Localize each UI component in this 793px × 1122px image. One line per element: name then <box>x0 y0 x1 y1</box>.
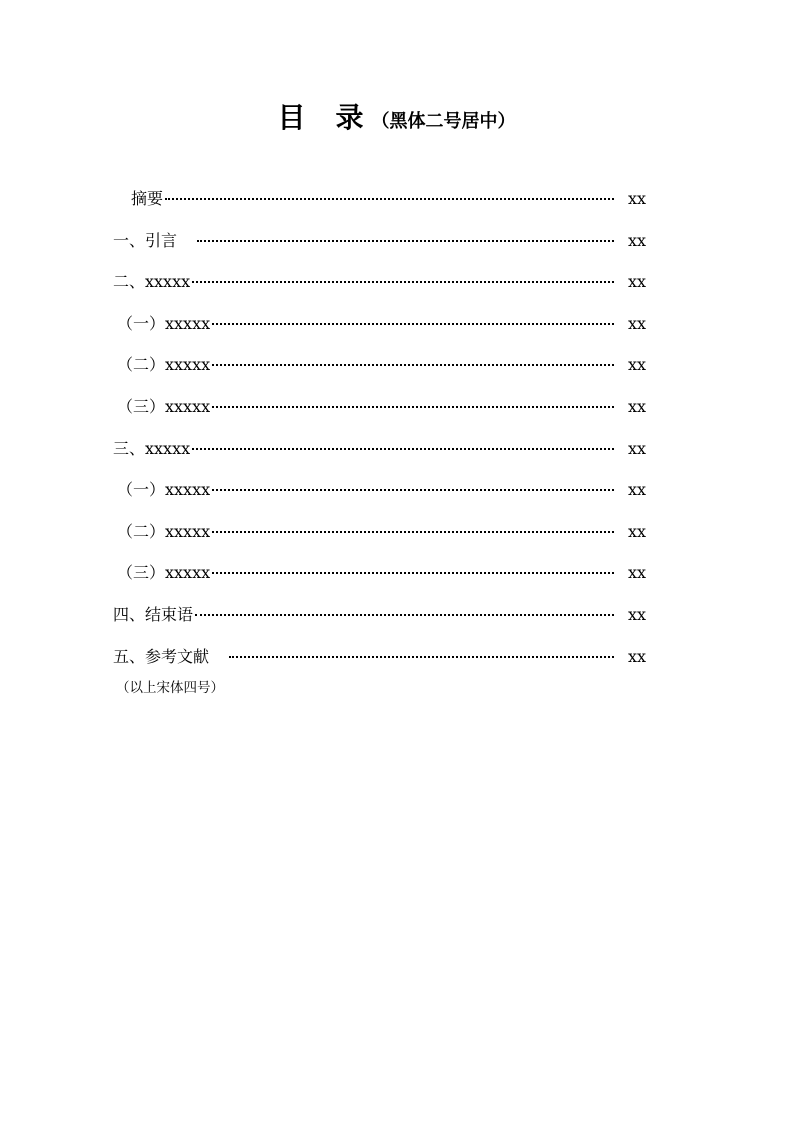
toc-entry-page: xx <box>627 646 646 666</box>
dot-leader <box>212 323 614 325</box>
dot-leader <box>197 240 614 242</box>
toc-entry-introduction[interactable] <box>113 220 646 262</box>
format-footnote: （以上宋体四号） <box>116 680 224 696</box>
toc-entry-label: （一）xxxxx <box>117 313 211 333</box>
toc-entry-page: xx <box>627 189 646 208</box>
dot-leader <box>212 406 614 408</box>
toc-entry-section-2[interactable] <box>113 261 646 303</box>
toc-entry-section-2-2[interactable] <box>113 344 646 386</box>
toc-entry-label: 二、xxxxx <box>113 272 191 292</box>
toc-entry-page: xx <box>627 355 646 375</box>
dot-leader <box>192 281 614 283</box>
toc-entry-label: （二）xxxxx <box>117 521 211 541</box>
toc-entry-page: xx <box>627 230 646 250</box>
toc-entry-page: xx <box>627 272 646 292</box>
toc-entry-label: （一）xxxxx <box>117 480 211 500</box>
toc-entry-section-3[interactable] <box>113 428 646 470</box>
toc-entry-abstract[interactable] <box>113 178 646 220</box>
dot-leader <box>212 531 614 533</box>
toc-entry-label: 四、结束语 <box>113 604 194 624</box>
toc-entry-label: 一、引言 <box>113 230 178 250</box>
toc-entry-page: xx <box>627 604 646 624</box>
toc-heading <box>0 96 793 136</box>
dot-leader <box>165 198 614 200</box>
toc-title: 目录 <box>277 101 394 134</box>
dot-leader <box>212 364 614 366</box>
toc-entry-section-3-3[interactable] <box>113 552 646 594</box>
toc-entry-page: xx <box>627 480 646 500</box>
dot-leader <box>229 656 614 658</box>
toc-entry-section-2-3[interactable] <box>113 386 646 428</box>
toc-entry-page: xx <box>627 521 646 541</box>
dot-leader <box>192 448 614 450</box>
toc-entry-label: （二）xxxxx <box>117 355 211 375</box>
toc-entry-page: xx <box>627 313 646 333</box>
toc-entry-conclusion[interactable] <box>113 594 646 636</box>
toc-entry-section-2-1[interactable] <box>113 303 646 345</box>
toc-entry-label: 摘要 <box>131 189 164 208</box>
dot-leader <box>212 489 614 491</box>
toc-entry-section-3-1[interactable] <box>113 469 646 511</box>
dot-leader <box>195 614 614 616</box>
toc-entry-section-3-2[interactable] <box>113 511 646 553</box>
toc-title-format-note: （黑体二号居中） <box>371 111 516 132</box>
toc-entry-label: 五、参考文献 <box>113 646 210 666</box>
toc-entry-label: （三）xxxxx <box>117 563 211 583</box>
toc-entry-page: xx <box>627 438 646 458</box>
toc-entry-page: xx <box>627 563 646 583</box>
toc-entry-label: 三、xxxxx <box>113 438 191 458</box>
toc-entry-references[interactable] <box>113 636 646 678</box>
toc-entry-label: （三）xxxxx <box>117 396 211 416</box>
toc-entry-page: xx <box>627 396 646 416</box>
dot-leader <box>212 572 614 574</box>
table-of-contents <box>113 178 646 677</box>
